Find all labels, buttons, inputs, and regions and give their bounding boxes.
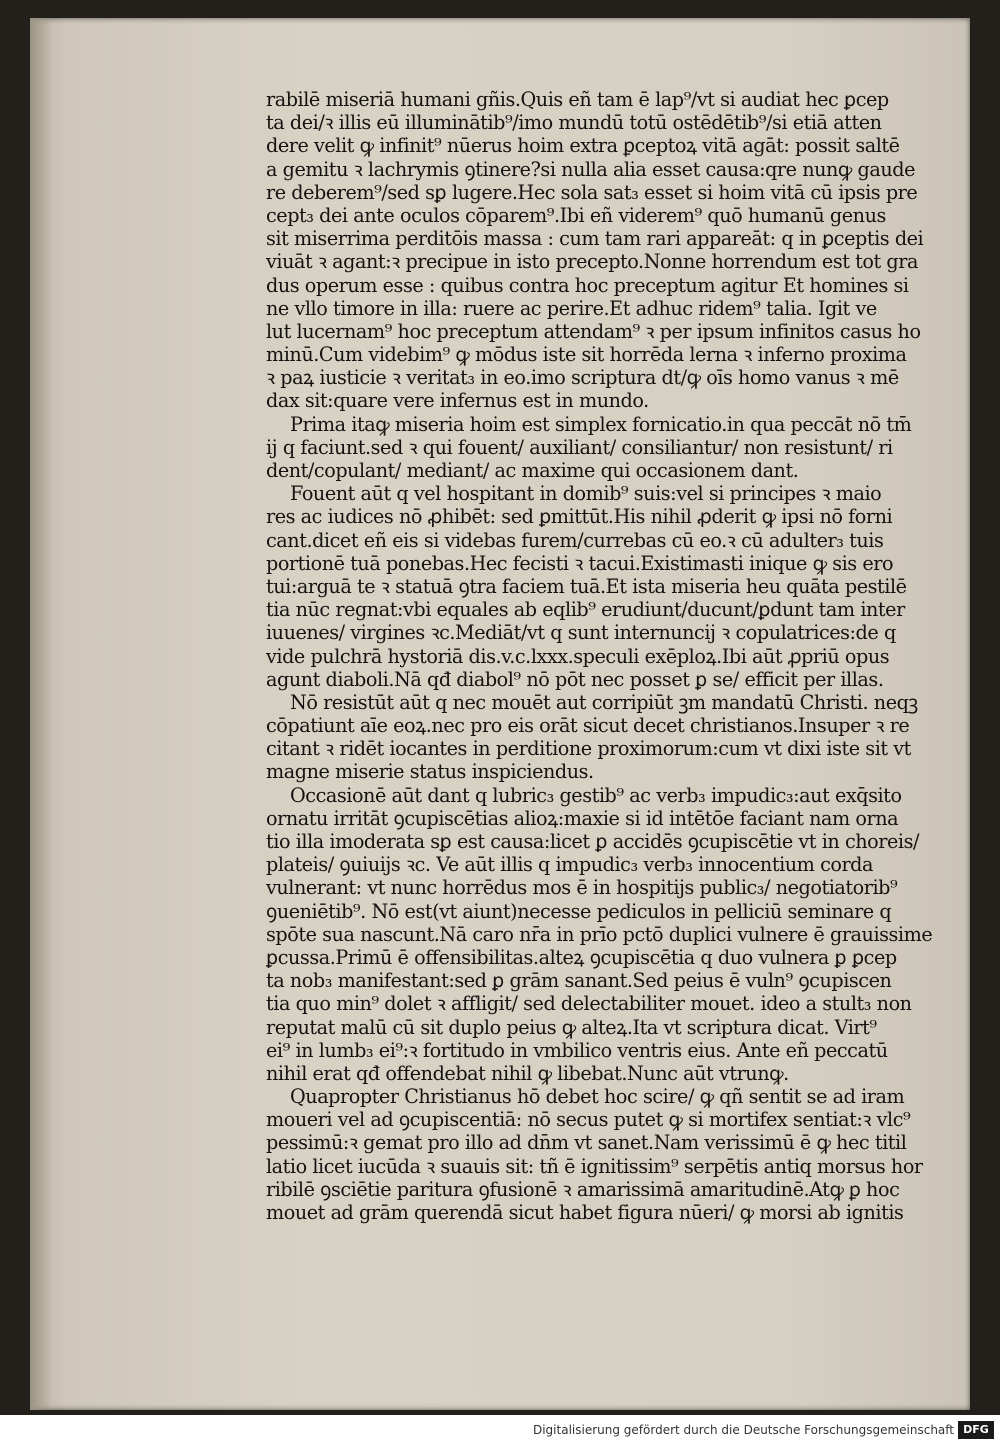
text-line: spōte sua nascunt.Nā caro nr̄a in prīo pctō duplici vulnere ē grauissime — [266, 922, 933, 946]
text-line: a gemitu ꝛ lachrymis ꝯtinere?si nulla alia esset causa:qre nunꝙ gaude — [266, 157, 916, 181]
text-line: pessimū:ꝛ gemat pro illo ad dn̄m vt sanet.Nam verissimū ē ꝙ hec titil — [266, 1131, 907, 1155]
text-line: magne miserie status inspiciendus. — [266, 760, 594, 784]
text-line: sit miserrima perditōis massa : cum tam rari appareāt: q in ꝑceptis dei — [266, 227, 924, 251]
text-line: tia quo min⁹ dolet ꝛ affligit/ sed delectabiliter mouet. ideo a stult₃ non — [266, 992, 912, 1016]
text-line: citant ꝛ ridēt iocantes in perditione proximorum:cum vt dixi iste sit vt — [266, 737, 911, 761]
digitization-footer — [0, 1415, 1000, 1448]
text-line: ne vllo timore in illa: ruere ac perire.Et adhuc ridem⁹ talia. Igit ve — [266, 296, 877, 320]
text-line: Prima itaꝙ miseria hoim est simplex fornicatio.in qua peccāt nō tm̄ — [290, 412, 912, 436]
text-line: ribilē ꝯsciētie paritura ꝯfusionē ꝛ amarissimā amaritudinē.Atꝙ ꝑ hoc — [266, 1177, 900, 1201]
footer-credit: Digitalisierung gefördert durch die Deutsche Forschungsgemeinschaft — [532, 1423, 954, 1437]
text-line: vide pulchrā hystoriā dis.v.c.lxxx.speculi exēploꝝ.Ibi aūt ꝓpriū opus — [266, 644, 890, 668]
text-line: ei⁹ in lumb₃ ei⁹:ꝛ fortitudo in vmbilico ventris eius. Ante eñ peccatū — [266, 1038, 888, 1062]
text-line: portionē tuā ponebas.Hec fecisti ꝛ tacui.Existimasti inique ꝙ sis ero — [266, 551, 894, 575]
text-line: cant.dicet eñ eis si videbas furem/currebas cū eo.ꝛ cū adulter₃ tuis — [266, 528, 884, 552]
book-page — [30, 18, 970, 1410]
text-line: minū.Cum videbim⁹ ꝙ mōdus iste sit horrēda lerna ꝛ inferno proxima — [266, 343, 907, 367]
text-line: tia nūc regnat:vbi equales ab eqlib⁹ erudiunt/ducunt/ꝑdunt tam inter — [266, 598, 905, 622]
text-line: iuuenes/ virgines ꝛc.Mediāt/vt q sunt internuncij ꝛ copulatrices:de q — [266, 621, 896, 645]
text-line: moueri vel ad ꝯcupiscentiā: nō secus putet ꝙ si mortifex sentiat:ꝛ vlc⁹ — [266, 1108, 911, 1132]
page-gutter-shadow — [30, 18, 52, 1410]
text-line: vulnerant: vt nunc horrēdus mos ē in hospitijs public₃/ negotiatorib⁹ — [266, 876, 898, 900]
text-line: ta nob₃ manifestant:sed ꝑ grām sanant.Sed peius ē vuln⁹ ꝯcupiscen — [266, 969, 892, 993]
text-line: cōpatiunt aīe eoꝝ.nec pro eis orāt sicut decet christianos.Insuper ꝛ re — [266, 714, 910, 738]
text-line: res ac iudices nō ꝓhibēt: sed ꝑmittūt.His nihil ꝓderit ꝙ ipsi nō forni — [266, 505, 893, 529]
text-line: ꝯueniētib⁹. Nō est(vt aiunt)necesse pediculos in pelliciū seminare q — [266, 899, 892, 923]
text-line: Nō resistūt aūt q nec mouēt aut corripiūt ꝫm mandatū Christi. neqꝫ — [290, 690, 918, 714]
text-line: ornatu irritāt ꝯcupiscētias alioꝝ:maxie si id intētōe faciant nam orna — [266, 806, 899, 830]
text-line: cept₃ dei ante oculos cōparem⁹.Ibi eñ viderem⁹ quō humanū genus — [266, 203, 886, 227]
text-line: lut lucernam⁹ hoc preceptum attendam⁹ ꝛ per ipsum infinitos casus ho — [266, 319, 921, 343]
text-line: mouet ad grām querendā sicut habet figura nūeri/ ꝙ morsi ab ignitis — [266, 1201, 904, 1224]
text-line: ꝑcussa.Primū ē offensibilitas.alteꝝ ꝯcupiscētia q duo vulnera ꝑ ꝑcep — [266, 945, 897, 969]
text-line: ꝛ paꝝ iusticie ꝛ veritat₃ in eo.imo scriptura dt/ꝙ oīs homo vanus ꝛ mē — [266, 366, 899, 390]
text-line: ij q faciunt.sed ꝛ qui fouent/ auxiliant/ consiliantur/ non resistunt/ ri — [266, 435, 893, 459]
text-line: nihil erat qđ offendebat nihil ꝙ libebat.Nunc aūt vtrunꝙ. — [266, 1061, 789, 1085]
text-line: tui:arguā te ꝛ statuā ꝯtra faciem tuā.Et ista miseria heu quāta pestilē — [266, 574, 907, 598]
text-line: Fouent aūt q vel hospitant in domib⁹ suis:vel si principes ꝛ maio — [290, 482, 882, 506]
text-line: re deberem⁹/sed sꝑ lugere.Hec sola sat₃ esset si hoim vitā cū ipsis pre — [266, 180, 918, 204]
dfg-logo: DFG — [958, 1421, 994, 1439]
text-line: agunt diaboli.Nā qđ diabol⁹ nō pōt nec posset ꝑ se/ efficit per illas. — [266, 667, 884, 691]
text-line: reputat malū cū sit duplo peius ꝙ alteꝝ.Ita vt scriptura dicat. Virt⁹ — [266, 1015, 877, 1039]
page-text-block — [266, 88, 994, 1224]
text-line: rabilē miseriā humani gñis.Quis eñ tam ē lap⁹/vt si audiat hec ꝑcep — [266, 88, 889, 111]
text-line: latio licet iucūda ꝛ suauis sit: tñ ē ignitissim⁹ serpētis antiq morsus hor — [266, 1154, 923, 1178]
text-line: tio illa imoderata sꝑ est causa:licet ꝑ accidēs ꝯcupiscētie vt in choreis/ — [266, 830, 919, 853]
text-line: dus operum esse : quibus contra hoc preceptum agitur Et homines si — [266, 273, 909, 297]
text-line: ta dei/ꝛ illis eū illuminātib⁹/imo mundū totū ostēdētib⁹/si etiā atten — [266, 111, 882, 135]
text-line: viuāt ꝛ agant:ꝛ precipue in isto precepto.Nonne horrendum est tot gra — [266, 250, 918, 274]
text-line: Quapropter Christianus hō debet hoc scire/ ꝙ qñ sentit se ad iram — [290, 1085, 905, 1109]
text-line: dere velit ꝙ infinit⁹ nūerus hoim extra ꝑceptoꝝ vitā agāt: possit saltē — [266, 134, 900, 158]
text-line: Occasionē aūt dant q lubric₃ gestib⁹ ac verb₃ impudic₃:aut exq̄sito — [290, 783, 902, 807]
text-line: dent/copulant/ mediant/ ac maxime qui occasionem dant. — [266, 459, 799, 482]
text-line: dax sit:quare vere infernus est in mundo. — [266, 389, 649, 413]
text-line: plateis/ ꝯuiuijs ꝛc. Ve aūt illis q impudic₃ verb₃ innocentium corda — [266, 853, 874, 877]
